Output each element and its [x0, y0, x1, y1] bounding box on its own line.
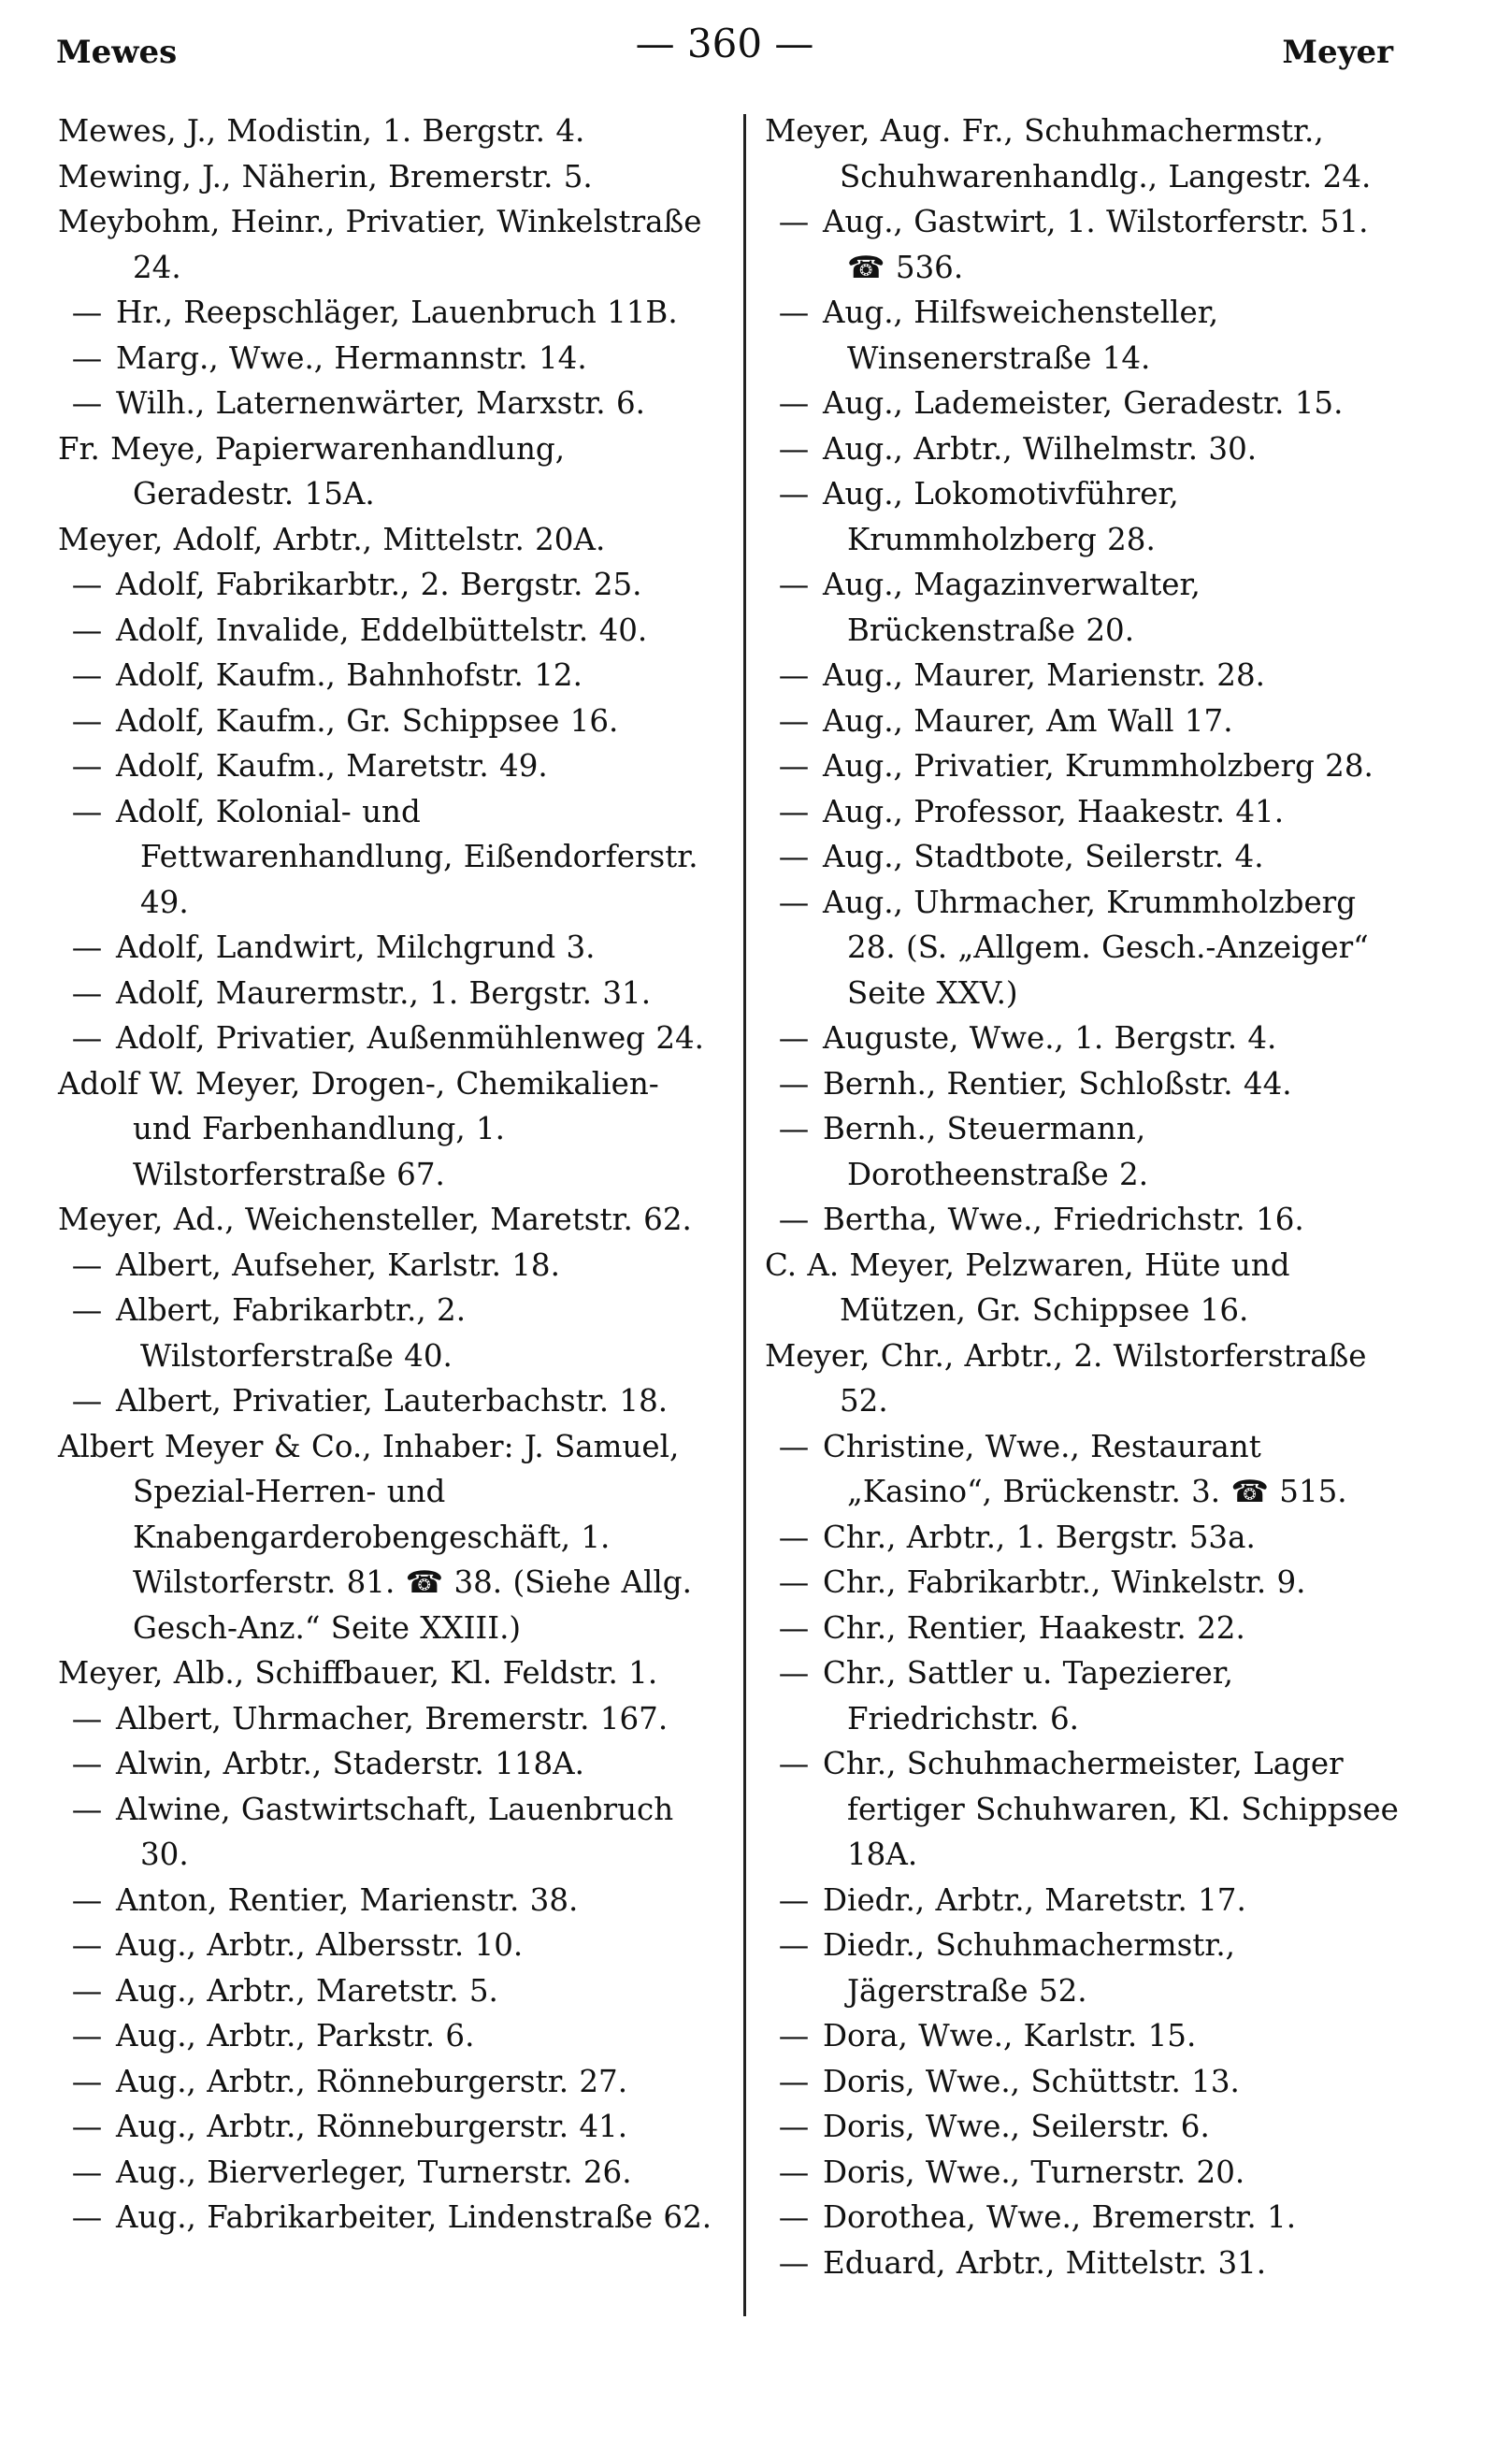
repeat-dash: — — [778, 1020, 810, 1056]
entry-text: Diedr., Schuhmachermstr., Jägerstraße 52. — [823, 1927, 1235, 2009]
repeat-dash: — — [778, 1428, 810, 1464]
header-right-catchword: Meyer — [1282, 34, 1393, 71]
entry-text: Aug., Privatier, Krummholzberg 28. — [823, 748, 1374, 784]
entry-text: Aug., Uhrmacher, Krummholzberg 28. (S. „Allgem. Gesch.-Anzeiger“ Seite XXV.) — [823, 884, 1369, 1011]
directory-entry — [71, 971, 722, 1016]
directory-entry — [778, 290, 1412, 381]
repeat-dash: — — [71, 657, 103, 693]
entry-text: Adolf W. Meyer, Drogen-, Chemikalien- und Farbenhandlung, 1. Wilstorferstraße 67. — [58, 1065, 659, 1192]
entry-text: Bernh., Rentier, Schloßstr. 44. — [823, 1065, 1292, 1102]
repeat-dash: — — [71, 1246, 103, 1283]
repeat-dash: — — [778, 1202, 810, 1237]
repeat-dash: — — [778, 2018, 810, 2053]
directory-entry — [778, 199, 1412, 290]
repeat-dash: — — [778, 1111, 810, 1146]
directory-entry — [58, 154, 722, 200]
directory-entry — [71, 1288, 722, 1378]
entry-text: Aug., Bierverleger, Turnerstr. 26. — [116, 2154, 632, 2190]
directory-entry — [71, 1741, 722, 1787]
entry-text: Chr., Schuhmachermeister, Lager fertiger Schuhwaren, Kl. Schippsee 18A. — [823, 1746, 1399, 1872]
entry-text: Adolf, Landwirt, Milchgrund 3. — [116, 929, 596, 965]
directory-entry — [778, 743, 1412, 789]
entry-text: Meyer, Chr., Arbtr., 2. Wilstorferstraße 52. — [765, 1337, 1367, 1419]
directory-entry — [778, 1106, 1412, 1197]
repeat-dash: — — [71, 612, 103, 648]
repeat-dash: — — [71, 339, 103, 376]
directory-entry — [71, 1923, 722, 1968]
directory-entry — [778, 1515, 1412, 1561]
directory-entry — [71, 1878, 722, 1924]
entry-text: Aug., Magazinverwalter, Brückenstraße 20. — [823, 567, 1201, 648]
directory-entry — [71, 1968, 722, 2014]
repeat-dash: — — [71, 793, 103, 829]
entry-text: Doris, Wwe., Schüttstr. 13. — [823, 2063, 1240, 2099]
repeat-dash: — — [71, 385, 103, 421]
page-number: — 360 — — [635, 21, 814, 66]
directory-entry — [765, 108, 1412, 199]
directory-entry — [71, 1243, 722, 1289]
entry-text: Meyer, Aug. Fr., Schuhmachermstr., Schuhwarenhandlg., Langestr. 24. — [765, 113, 1372, 195]
repeat-dash: — — [71, 1746, 103, 1781]
directory-entry — [778, 1560, 1412, 1606]
directory-entry — [778, 1016, 1412, 1061]
entry-text: Aug., Maurer, Am Wall 17. — [823, 702, 1233, 739]
entry-text: C. A. Meyer, Pelzwaren, Hüte und Mützen, Gr. Schippsee 16. — [765, 1246, 1290, 1328]
directory-entry — [71, 562, 722, 608]
repeat-dash: — — [778, 1881, 810, 1918]
repeat-dash: — — [778, 204, 810, 239]
repeat-dash: — — [778, 1609, 810, 1646]
directory-entry — [778, 2241, 1412, 2286]
entry-text: Doris, Wwe., Turnerstr. 20. — [823, 2154, 1245, 2190]
entry-text: Adolf, Kaufm., Gr. Schippsee 16. — [116, 702, 619, 739]
repeat-dash: — — [778, 2199, 810, 2235]
repeat-dash: — — [778, 2109, 810, 2144]
directory-entry — [71, 2104, 722, 2150]
directory-entry — [778, 1741, 1412, 1878]
entry-text: Bertha, Wwe., Friedrichstr. 16. — [823, 1202, 1304, 1237]
entry-text: Albert, Fabrikarbtr., 2. Wilstorferstraße 40. — [116, 1292, 467, 1374]
entry-text: Wilh., Laternenwärter, Marxstr. 6. — [116, 385, 645, 421]
repeat-dash: — — [778, 2154, 810, 2190]
directory-entry — [71, 653, 722, 699]
entry-text: Marg., Wwe., Hermannstr. 14. — [116, 339, 587, 376]
directory-entry — [71, 1696, 722, 1742]
entry-text: Aug., Arbtr., Parkstr. 6. — [116, 2018, 475, 2053]
entry-text: Albert, Uhrmacher, Bremerstr. 167. — [116, 1700, 669, 1736]
entry-text: Christine, Wwe., Restaurant „Kasino“, Brückenstr. 3. ☎ 515. — [823, 1428, 1347, 1509]
repeat-dash: — — [71, 1972, 103, 2009]
entry-text: Aug., Arbtr., Rönneburgerstr. 41. — [116, 2109, 628, 2144]
entry-text: Alwine, Gastwirtschaft, Lauenbruch 30. — [116, 1791, 674, 1872]
directory-entry — [778, 471, 1412, 562]
repeat-dash: — — [778, 748, 810, 784]
entry-text: Chr., Arbtr., 1. Bergstr. 53a. — [823, 1519, 1256, 1555]
repeat-dash: — — [778, 385, 810, 421]
repeat-dash: — — [778, 657, 810, 693]
repeat-dash: — — [778, 2063, 810, 2099]
repeat-dash: — — [778, 1746, 810, 1781]
entry-text: Chr., Fabrikarbtr., Winkelstr. 9. — [823, 1564, 1306, 1600]
entry-text: Eduard, Arbtr., Mittelstr. 31. — [823, 2244, 1267, 2281]
directory-entry — [58, 1061, 722, 1198]
repeat-dash: — — [778, 1519, 810, 1555]
entry-text: Aug., Stadtbote, Seilerstr. 4. — [823, 839, 1264, 874]
entry-text: Aug., Gastwirt, 1. Wilstorferstr. 51. ☎ 536. — [823, 204, 1369, 285]
right-column — [765, 108, 1412, 2285]
entry-text: Aug., Lademeister, Geradestr. 15. — [823, 385, 1344, 421]
entry-text: Aug., Arbtr., Wilhelmstr. 30. — [823, 430, 1258, 467]
directory-entry — [58, 517, 722, 563]
entry-text: Adolf, Fabrikarbtr., 2. Bergstr. 25. — [116, 567, 642, 602]
directory-entry — [765, 1243, 1412, 1333]
repeat-dash: — — [778, 1065, 810, 1102]
entry-text: Albert, Aufseher, Karlstr. 18. — [116, 1246, 560, 1283]
entry-text: Adolf, Maurermstr., 1. Bergstr. 31. — [116, 974, 652, 1011]
entry-text: Aug., Professor, Haakestr. 41. — [823, 793, 1285, 829]
repeat-dash: — — [71, 1020, 103, 1056]
entry-text: Auguste, Wwe., 1. Bergstr. 4. — [823, 1020, 1277, 1056]
entry-text: Albert Meyer & Co., Inhaber: J. Samuel, Spezial-Herren- und Knabengarderobengeschäft, 1. Wilstorferstr. 81. ☎ 38. (Siehe Allg. Gesch-Anz.“ Seite XXIII.) — [58, 1428, 692, 1646]
directory-entry — [778, 653, 1412, 699]
repeat-dash: — — [71, 929, 103, 965]
directory-entry — [71, 2150, 722, 2196]
repeat-dash: — — [71, 1383, 103, 1419]
entry-text: Aug., Fabrikarbeiter, Lindenstraße 62. — [116, 2199, 712, 2235]
entry-text: Chr., Rentier, Haakestr. 22. — [823, 1609, 1245, 1646]
repeat-dash: — — [71, 567, 103, 602]
repeat-dash: — — [71, 1700, 103, 1736]
entry-text: Mewes, J., Modistin, 1. Bergstr. 4. — [58, 113, 585, 149]
directory-entry — [778, 2059, 1412, 2105]
directory-entry — [71, 2059, 722, 2105]
left-column — [58, 108, 722, 2241]
directory-entry — [778, 1197, 1412, 1243]
entry-text: Meyer, Adolf, Arbtr., Mittelstr. 20A. — [58, 521, 606, 557]
directory-entry — [71, 2195, 722, 2241]
entry-text: Hr., Reepschläger, Lauenbruch 11B. — [116, 295, 678, 330]
directory-entry — [778, 2195, 1412, 2241]
entry-text: Fr. Meye, Papierwarenhandlung, Geradestr. 15A. — [58, 430, 566, 512]
entry-text: Chr., Sattler u. Tapezierer, Friedrichstr. 6. — [823, 1655, 1233, 1736]
entry-text: Meybohm, Heinr., Privatier, Winkelstraße 24. — [58, 204, 702, 285]
entry-text: Aug., Arbtr., Maretstr. 5. — [116, 1972, 498, 2009]
header-left-catchword: Mewes — [56, 34, 178, 71]
directory-entry — [71, 336, 722, 382]
directory-entry — [58, 108, 722, 154]
repeat-dash: — — [71, 1791, 103, 1827]
entry-text: Aug., Arbtr., Albersstr. 10. — [116, 1927, 524, 1963]
repeat-dash: — — [778, 1655, 810, 1691]
directory-entry — [778, 2104, 1412, 2150]
directory-entry — [778, 1923, 1412, 2013]
directory-entry — [765, 1333, 1412, 1424]
directory-entry — [58, 1197, 722, 1243]
repeat-dash: — — [778, 1564, 810, 1600]
directory-entry — [778, 426, 1412, 472]
entry-text: Meyer, Alb., Schiffbauer, Kl. Feldstr. 1. — [58, 1655, 658, 1691]
repeat-dash: — — [71, 2018, 103, 2053]
repeat-dash: — — [778, 1927, 810, 1963]
directory-entry — [778, 1650, 1412, 1741]
directory-entry — [71, 290, 722, 336]
directory-entry — [71, 1378, 722, 1424]
repeat-dash: — — [778, 295, 810, 330]
entry-text: Albert, Privatier, Lauterbachstr. 18. — [116, 1383, 669, 1419]
repeat-dash: — — [71, 2154, 103, 2190]
directory-entry — [71, 2013, 722, 2059]
entry-text: Aug., Lokomotivführer, Krummholzberg 28. — [823, 476, 1179, 557]
entry-text: Adolf, Privatier, Außenmühlenweg 24. — [116, 1020, 705, 1056]
entry-text: Bernh., Steuermann, Dorotheenstraße 2. — [823, 1111, 1149, 1192]
repeat-dash: — — [71, 1292, 103, 1328]
entry-text: Doris, Wwe., Seilerstr. 6. — [823, 2109, 1210, 2144]
directory-entry — [778, 834, 1412, 880]
directory-entry — [58, 426, 722, 517]
repeat-dash: — — [71, 702, 103, 739]
directory-entry — [778, 1424, 1412, 1515]
directory-entry — [778, 2013, 1412, 2059]
repeat-dash: — — [71, 1927, 103, 1963]
entry-text: Adolf, Kolonial- und Fettwarenhandlung, Eißendorferstr. 49. — [116, 793, 698, 920]
directory-entry — [778, 1061, 1412, 1107]
directory-entry — [71, 1016, 722, 1061]
entry-text: Adolf, Kaufm., Bahnhofstr. 12. — [116, 657, 583, 693]
directory-entry — [778, 789, 1412, 835]
entry-text: Dora, Wwe., Karlstr. 15. — [823, 2018, 1197, 2053]
entry-text: Diedr., Arbtr., Maretstr. 17. — [823, 1881, 1246, 1918]
directory-entry — [778, 2150, 1412, 2196]
repeat-dash: — — [778, 2244, 810, 2281]
repeat-dash: — — [71, 974, 103, 1011]
entry-text: Aug., Maurer, Marienstr. 28. — [823, 657, 1265, 693]
repeat-dash: — — [71, 748, 103, 784]
entry-text: Mewing, J., Näherin, Bremerstr. 5. — [58, 158, 593, 195]
directory-entry — [778, 880, 1412, 1016]
directory-entry — [58, 199, 722, 290]
directory-entry — [71, 699, 722, 744]
directory-entry — [71, 789, 722, 926]
entry-text: Alwin, Arbtr., Staderstr. 118A. — [116, 1746, 584, 1781]
directory-entry — [58, 1424, 722, 1651]
directory-entry — [71, 608, 722, 654]
page-header — [56, 21, 1393, 71]
repeat-dash: — — [778, 476, 810, 512]
repeat-dash: — — [71, 1881, 103, 1918]
directory-entry — [778, 1606, 1412, 1651]
repeat-dash: — — [778, 430, 810, 467]
repeat-dash: — — [778, 793, 810, 829]
repeat-dash: — — [778, 702, 810, 739]
repeat-dash: — — [778, 884, 810, 920]
directory-entry — [71, 1787, 722, 1878]
directory-entry — [71, 925, 722, 971]
repeat-dash: — — [778, 567, 810, 602]
directory-entry — [778, 699, 1412, 744]
directory-entry — [778, 562, 1412, 653]
repeat-dash: — — [71, 2109, 103, 2144]
directory-entry — [71, 743, 722, 789]
repeat-dash: — — [778, 839, 810, 874]
directory-entry — [58, 1650, 722, 1696]
entry-text: Adolf, Invalide, Eddelbüttelstr. 40. — [116, 612, 648, 648]
entry-text: Aug., Arbtr., Rönneburgerstr. 27. — [116, 2063, 628, 2099]
entry-text: Adolf, Kaufm., Maretstr. 49. — [116, 748, 548, 784]
entry-text: Anton, Rentier, Marienstr. 38. — [116, 1881, 579, 1918]
repeat-dash: — — [71, 295, 103, 330]
entry-text: Aug., Hilfsweichensteller, Winsenerstraße 14. — [823, 295, 1219, 376]
directory-entry — [778, 381, 1412, 426]
directory-entry — [71, 381, 722, 426]
entry-text: Meyer, Ad., Weichensteller, Maretstr. 62. — [58, 1202, 692, 1237]
directory-entry — [778, 1878, 1412, 1924]
column-divider — [743, 114, 746, 2316]
entry-text: Dorothea, Wwe., Bremerstr. 1. — [823, 2199, 1297, 2235]
repeat-dash: — — [71, 2199, 103, 2235]
repeat-dash: — — [71, 2063, 103, 2099]
